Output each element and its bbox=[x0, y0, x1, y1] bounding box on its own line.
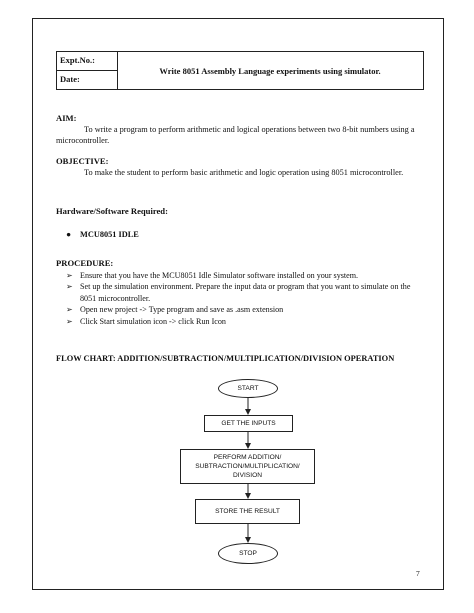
flow-stop-terminal: STOP bbox=[218, 543, 278, 564]
hardware-heading: Hardware/Software Required: bbox=[56, 206, 168, 216]
arrow-bullet-icon: ➢ bbox=[66, 305, 73, 315]
procedure-step: Set up the simulation environment. Prepare the input data or program that you want to simulate on the 8051 microcontroller. bbox=[80, 282, 411, 303]
flow-store-result-box: STORE THE RESULT bbox=[195, 499, 300, 524]
objective-text: To make the student to perform basic arithmetic and logic operation using 8051 microcontroller. bbox=[84, 168, 404, 177]
flow-get-inputs-box: GET THE INPUTS bbox=[204, 415, 293, 432]
arrow-bullet-icon: ➢ bbox=[66, 282, 73, 292]
date-label: Date: bbox=[60, 74, 80, 84]
bullet-icon: ● bbox=[66, 230, 72, 239]
flowchart-heading: FLOW CHART: ADDITION/SUBTRACTION/MULTIPLICATION/DIVISION OPERATION bbox=[56, 354, 395, 363]
aim-text: To write a program to perform arithmetic and logical operations between two 8-bit numbers using a microcontroller. bbox=[56, 125, 415, 145]
arrow-bullet-icon: ➢ bbox=[66, 316, 73, 326]
hardware-item: MCU8051 IDLE bbox=[80, 230, 139, 239]
flow-perform-operation-box bbox=[180, 449, 315, 484]
experiment-title: Write 8051 Assembly Language experiments using simulator. bbox=[159, 65, 381, 76]
procedure-step: Click Start simulation icon -> click Run Icon bbox=[80, 316, 226, 326]
flow-operation-line: PERFORM ADDITION/ bbox=[213, 454, 282, 461]
flow-operation-line: DIVISION bbox=[233, 472, 262, 479]
aim-heading: AIM: bbox=[56, 113, 77, 123]
flow-start-terminal: START bbox=[218, 379, 278, 398]
procedure-step: Ensure that you have the MCU8051 Idle Simulator software installed on your system. bbox=[80, 271, 359, 280]
page-number: 7 bbox=[416, 569, 420, 578]
procedure-heading: PROCEDURE: bbox=[56, 258, 114, 268]
flow-operation-line: SUBTRACTION/MULTIPLICATION/ bbox=[195, 463, 300, 470]
arrow-bullet-icon: ➢ bbox=[66, 271, 73, 280]
expt-no-label: Expt.No.: bbox=[60, 55, 95, 65]
objective-heading: OBJECTIVE: bbox=[56, 156, 109, 166]
procedure-step: Open new project -> Type program and save as .asm extension bbox=[80, 305, 284, 315]
